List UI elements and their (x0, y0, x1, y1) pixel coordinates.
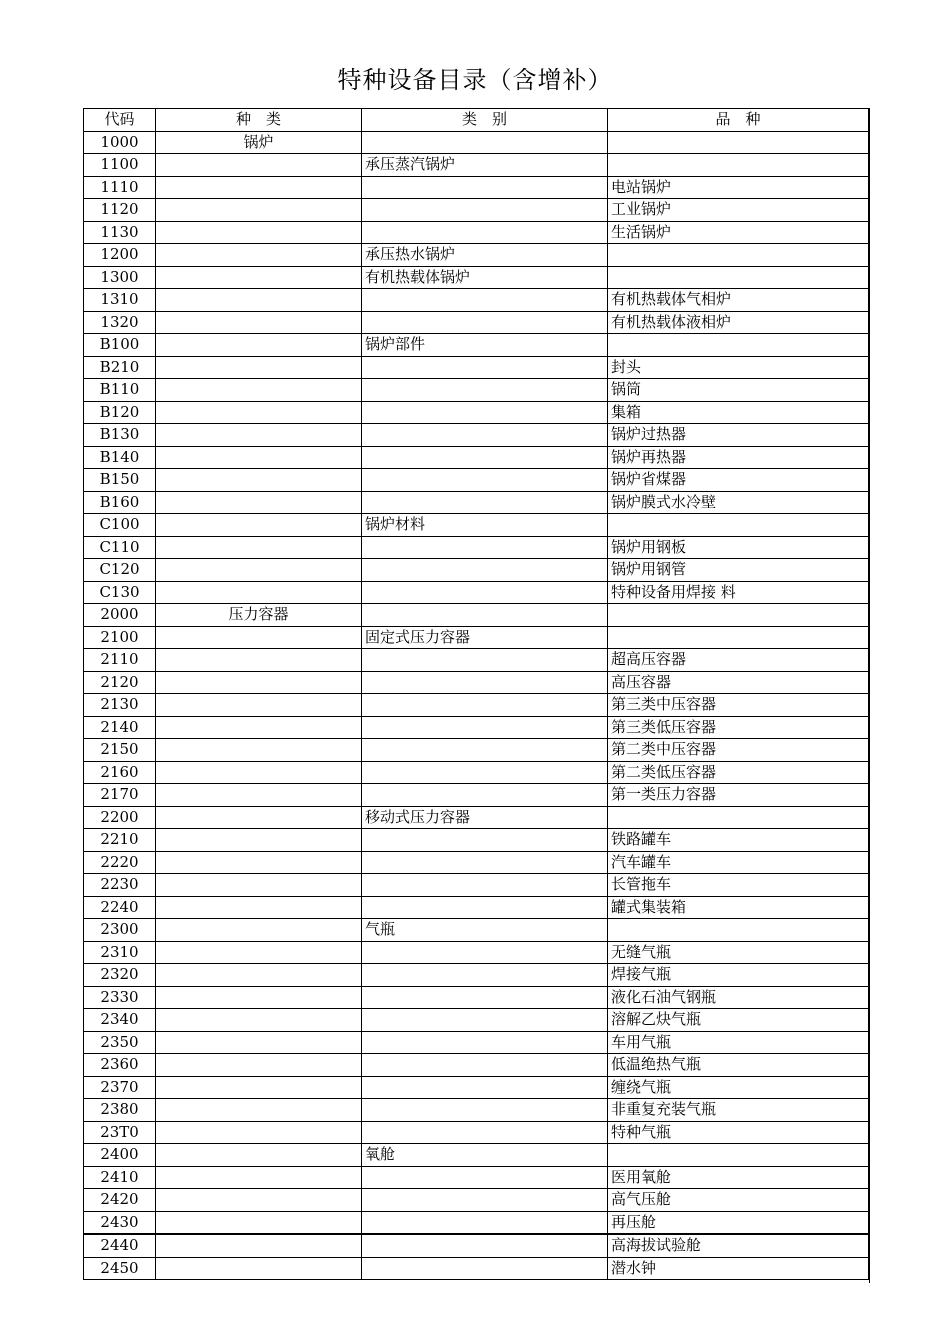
cell-kind (156, 401, 362, 424)
cell-code: 1320 (84, 311, 156, 334)
cell-kind (156, 716, 362, 739)
cell-code: 23T0 (84, 1121, 156, 1144)
cell-code: 1110 (84, 176, 156, 199)
cell-category (362, 1121, 608, 1144)
cell-category (362, 1031, 608, 1054)
cell-category (362, 1099, 608, 1122)
cell-kind (156, 896, 362, 919)
cell-variety: 特种设备用焊接 料 (608, 581, 869, 604)
page-title: 特种设备目录（含增补） (337, 66, 613, 94)
cell-code: 2120 (84, 671, 156, 694)
table-row (84, 1076, 869, 1099)
table-row (84, 1099, 869, 1122)
cell-variety: 高气压舱 (608, 1189, 869, 1212)
cell-kind (156, 536, 362, 559)
table-row (84, 379, 869, 402)
cell-variety: 焊接气瓶 (608, 964, 869, 987)
table-row (84, 964, 869, 987)
cell-variety: 锅炉膜式水冷壁 (608, 491, 869, 514)
table-row (84, 244, 869, 267)
cell-kind (156, 491, 362, 514)
table-row (84, 1144, 869, 1167)
cell-code: 2400 (84, 1144, 156, 1167)
table-row (84, 671, 869, 694)
cell-category (362, 761, 608, 784)
cell-category (362, 289, 608, 312)
cell-category (362, 1211, 608, 1234)
cell-variety: 锅炉过热器 (608, 424, 869, 447)
header-kind: 种 类 (156, 109, 362, 132)
cell-code: 2440 (84, 1234, 156, 1257)
table-row (84, 986, 869, 1009)
cell-variety (608, 334, 869, 357)
cell-category (362, 491, 608, 514)
cell-category (362, 379, 608, 402)
cell-kind (156, 1009, 362, 1032)
cell-kind (156, 199, 362, 222)
cell-category (362, 1076, 608, 1099)
cell-kind (156, 626, 362, 649)
cell-variety: 再压舱 (608, 1211, 869, 1234)
cell-kind (156, 829, 362, 852)
cell-code: 1300 (84, 266, 156, 289)
cell-kind (156, 739, 362, 762)
cell-code: 2430 (84, 1211, 156, 1234)
cell-variety: 生活锅炉 (608, 221, 869, 244)
cell-code: 2200 (84, 806, 156, 829)
table-row (84, 829, 869, 852)
cell-kind (156, 1031, 362, 1054)
cell-code: 2000 (84, 604, 156, 627)
cell-variety: 液化石油气钢瓶 (608, 986, 869, 1009)
table-row (84, 874, 869, 897)
cell-kind (156, 1211, 362, 1234)
cell-variety: 锅炉省煤器 (608, 469, 869, 492)
table-row (84, 446, 869, 469)
header-code: 代码 (84, 109, 156, 132)
cell-category (362, 649, 608, 672)
cell-variety: 有机热载体液相炉 (608, 311, 869, 334)
cell-variety (608, 514, 869, 537)
cell-code: C110 (84, 536, 156, 559)
cell-category: 氧舱 (362, 1144, 608, 1167)
cell-category (362, 559, 608, 582)
table-row (84, 514, 869, 537)
cell-code: 2380 (84, 1099, 156, 1122)
table-row (84, 536, 869, 559)
cell-code: 2350 (84, 1031, 156, 1054)
cell-variety: 特种气瓶 (608, 1121, 869, 1144)
cell-category (362, 1257, 608, 1280)
cell-kind (156, 1121, 362, 1144)
cell-category: 锅炉部件 (362, 334, 608, 357)
cell-variety: 有机热载体气相炉 (608, 289, 869, 312)
cell-code: B110 (84, 379, 156, 402)
table-row (84, 131, 869, 154)
table-row (84, 311, 869, 334)
cell-kind (156, 851, 362, 874)
cell-variety: 第三类中压容器 (608, 694, 869, 717)
cell-category (362, 716, 608, 739)
cell-category (362, 401, 608, 424)
table-row (84, 1257, 869, 1280)
cell-category (362, 739, 608, 762)
cell-category (362, 536, 608, 559)
cell-kind: 锅炉 (156, 131, 362, 154)
cell-kind (156, 469, 362, 492)
cell-code: B150 (84, 469, 156, 492)
table-row (84, 559, 869, 582)
cell-code: 2320 (84, 964, 156, 987)
table-row (84, 424, 869, 447)
cell-kind (156, 266, 362, 289)
cell-category (362, 221, 608, 244)
cell-variety: 缠绕气瓶 (608, 1076, 869, 1099)
cell-variety (608, 154, 869, 177)
cell-kind (156, 761, 362, 784)
cell-variety: 低温绝热气瓶 (608, 1054, 869, 1077)
cell-category (362, 424, 608, 447)
cell-variety: 溶解乙炔气瓶 (608, 1009, 869, 1032)
cell-kind (156, 1099, 362, 1122)
cell-category (362, 784, 608, 807)
table-row (84, 401, 869, 424)
cell-category: 气瓶 (362, 919, 608, 942)
cell-category (362, 311, 608, 334)
cell-category (362, 874, 608, 897)
cell-category (362, 694, 608, 717)
cell-kind (156, 289, 362, 312)
cell-kind (156, 1166, 362, 1189)
table-row (84, 1211, 869, 1234)
table-row (84, 694, 869, 717)
cell-kind (156, 649, 362, 672)
cell-variety: 高压容器 (608, 671, 869, 694)
cell-code: 1130 (84, 221, 156, 244)
header-variety: 品 种 (608, 109, 869, 132)
cell-variety: 潜水钟 (608, 1257, 869, 1280)
cell-category: 移动式压力容器 (362, 806, 608, 829)
cell-code: 1100 (84, 154, 156, 177)
table-row (84, 1166, 869, 1189)
cell-category (362, 131, 608, 154)
cell-code: B210 (84, 356, 156, 379)
table-row (84, 154, 869, 177)
cell-variety (608, 806, 869, 829)
cell-kind (156, 806, 362, 829)
cell-code: 2100 (84, 626, 156, 649)
table-row (84, 221, 869, 244)
table-row (84, 896, 869, 919)
table-row (84, 266, 869, 289)
cell-variety: 无缝气瓶 (608, 941, 869, 964)
cell-category (362, 896, 608, 919)
cell-code: 2240 (84, 896, 156, 919)
cell-category (362, 986, 608, 1009)
table-row (84, 1189, 869, 1212)
cell-category (362, 1009, 608, 1032)
cell-category (362, 1234, 608, 1257)
cell-kind (156, 1189, 362, 1212)
cell-variety: 医用氧舱 (608, 1166, 869, 1189)
cell-variety: 高海拔试验舱 (608, 1234, 869, 1257)
header-category: 类 别 (362, 109, 608, 132)
cell-kind (156, 221, 362, 244)
table-row (84, 626, 869, 649)
table-row (84, 199, 869, 222)
cell-code: 2300 (84, 919, 156, 942)
cell-kind (156, 379, 362, 402)
cell-code: 2330 (84, 986, 156, 1009)
cell-category (362, 469, 608, 492)
cell-category: 锅炉材料 (362, 514, 608, 537)
cell-code: 2130 (84, 694, 156, 717)
cell-code: C100 (84, 514, 156, 537)
table-row (84, 739, 869, 762)
cell-variety: 长管拖车 (608, 874, 869, 897)
cell-code: 1200 (84, 244, 156, 267)
cell-variety: 锅炉用钢板 (608, 536, 869, 559)
cell-category (362, 356, 608, 379)
cell-variety: 第一类压力容器 (608, 784, 869, 807)
cell-kind (156, 1076, 362, 1099)
cell-variety: 超高压容器 (608, 649, 869, 672)
cell-code: 2160 (84, 761, 156, 784)
cell-code: 2410 (84, 1166, 156, 1189)
cell-kind (156, 514, 362, 537)
cell-kind (156, 1054, 362, 1077)
cell-category (362, 671, 608, 694)
cell-kind (156, 694, 362, 717)
cell-variety (608, 131, 869, 154)
cell-category (362, 176, 608, 199)
cell-kind (156, 671, 362, 694)
table-row (84, 919, 869, 942)
cell-code: 2140 (84, 716, 156, 739)
table-row (84, 469, 869, 492)
table-row (84, 851, 869, 874)
cell-variety (608, 604, 869, 627)
cell-category (362, 581, 608, 604)
cell-code: 1120 (84, 199, 156, 222)
cell-kind (156, 1257, 362, 1280)
cell-variety (608, 1144, 869, 1167)
cell-kind (156, 919, 362, 942)
cell-category (362, 851, 608, 874)
cell-code: 2420 (84, 1189, 156, 1212)
table-row (84, 716, 869, 739)
table-row (84, 941, 869, 964)
cell-variety: 电站锅炉 (608, 176, 869, 199)
cell-kind (156, 334, 362, 357)
cell-code: 1000 (84, 131, 156, 154)
table-row (84, 649, 869, 672)
cell-kind (156, 559, 362, 582)
cell-kind (156, 784, 362, 807)
cell-code: 2370 (84, 1076, 156, 1099)
cell-code: C120 (84, 559, 156, 582)
equipment-catalog-table (83, 108, 869, 1280)
cell-variety: 锅炉用钢管 (608, 559, 869, 582)
table-row (84, 761, 869, 784)
cell-code: 2150 (84, 739, 156, 762)
cell-variety (608, 244, 869, 267)
cell-kind (156, 154, 362, 177)
cell-kind (156, 424, 362, 447)
cell-code: C130 (84, 581, 156, 604)
cell-category (362, 604, 608, 627)
cell-category (362, 941, 608, 964)
table-row (84, 1031, 869, 1054)
cell-category (362, 1054, 608, 1077)
header-row (84, 109, 869, 132)
cell-category (362, 1166, 608, 1189)
cell-category: 固定式压力容器 (362, 626, 608, 649)
equipment-catalog-table-wrapper (83, 108, 868, 1280)
cell-variety: 第二类低压容器 (608, 761, 869, 784)
table-row (84, 806, 869, 829)
cell-code: B120 (84, 401, 156, 424)
table-row (84, 581, 869, 604)
cell-variety: 汽车罐车 (608, 851, 869, 874)
table-row (84, 334, 869, 357)
table-row (84, 356, 869, 379)
cell-category (362, 829, 608, 852)
cell-code: B130 (84, 424, 156, 447)
cell-kind: 压力容器 (156, 604, 362, 627)
cell-category: 有机热载体锅炉 (362, 266, 608, 289)
cell-category (362, 446, 608, 469)
table-row (84, 604, 869, 627)
cell-code: 2450 (84, 1257, 156, 1280)
cell-code: 2340 (84, 1009, 156, 1032)
table-row (84, 176, 869, 199)
cell-kind (156, 311, 362, 334)
cell-variety: 罐式集装箱 (608, 896, 869, 919)
cell-variety (608, 626, 869, 649)
cell-variety: 集箱 (608, 401, 869, 424)
cell-variety (608, 266, 869, 289)
cell-category (362, 199, 608, 222)
cell-code: 2360 (84, 1054, 156, 1077)
cell-variety: 非重复充装气瓶 (608, 1099, 869, 1122)
cell-variety: 工业锅炉 (608, 199, 869, 222)
cell-variety: 封头 (608, 356, 869, 379)
cell-kind (156, 1144, 362, 1167)
table-row (84, 784, 869, 807)
cell-variety (608, 919, 869, 942)
table-row (84, 1234, 869, 1257)
cell-code: B160 (84, 491, 156, 514)
cell-category (362, 964, 608, 987)
cell-kind (156, 1234, 362, 1257)
table-row (84, 1054, 869, 1077)
table-row (84, 491, 869, 514)
cell-category: 承压蒸汽锅炉 (362, 154, 608, 177)
cell-variety: 第二类中压容器 (608, 739, 869, 762)
cell-code: 2210 (84, 829, 156, 852)
table-row (84, 289, 869, 312)
cell-variety: 车用气瓶 (608, 1031, 869, 1054)
cell-kind (156, 964, 362, 987)
table-right-border (869, 108, 870, 1283)
cell-variety: 锅筒 (608, 379, 869, 402)
table-row (84, 1121, 869, 1144)
table-row (84, 1009, 869, 1032)
cell-kind (156, 176, 362, 199)
cell-code: 2110 (84, 649, 156, 672)
cell-category: 承压热水锅炉 (362, 244, 608, 267)
cell-code: 2310 (84, 941, 156, 964)
cell-variety: 锅炉再热器 (608, 446, 869, 469)
table-body (84, 131, 869, 1280)
cell-variety: 第三类低压容器 (608, 716, 869, 739)
cell-kind (156, 874, 362, 897)
cell-code: 2230 (84, 874, 156, 897)
cell-code: 2220 (84, 851, 156, 874)
cell-variety: 铁路罐车 (608, 829, 869, 852)
cell-kind (156, 941, 362, 964)
cell-kind (156, 446, 362, 469)
cell-code: 1310 (84, 289, 156, 312)
cell-kind (156, 244, 362, 267)
cell-kind (156, 986, 362, 1009)
cell-category (362, 1189, 608, 1212)
cell-kind (156, 356, 362, 379)
cell-code: B100 (84, 334, 156, 357)
cell-code: 2170 (84, 784, 156, 807)
cell-kind (156, 581, 362, 604)
cell-code: B140 (84, 446, 156, 469)
